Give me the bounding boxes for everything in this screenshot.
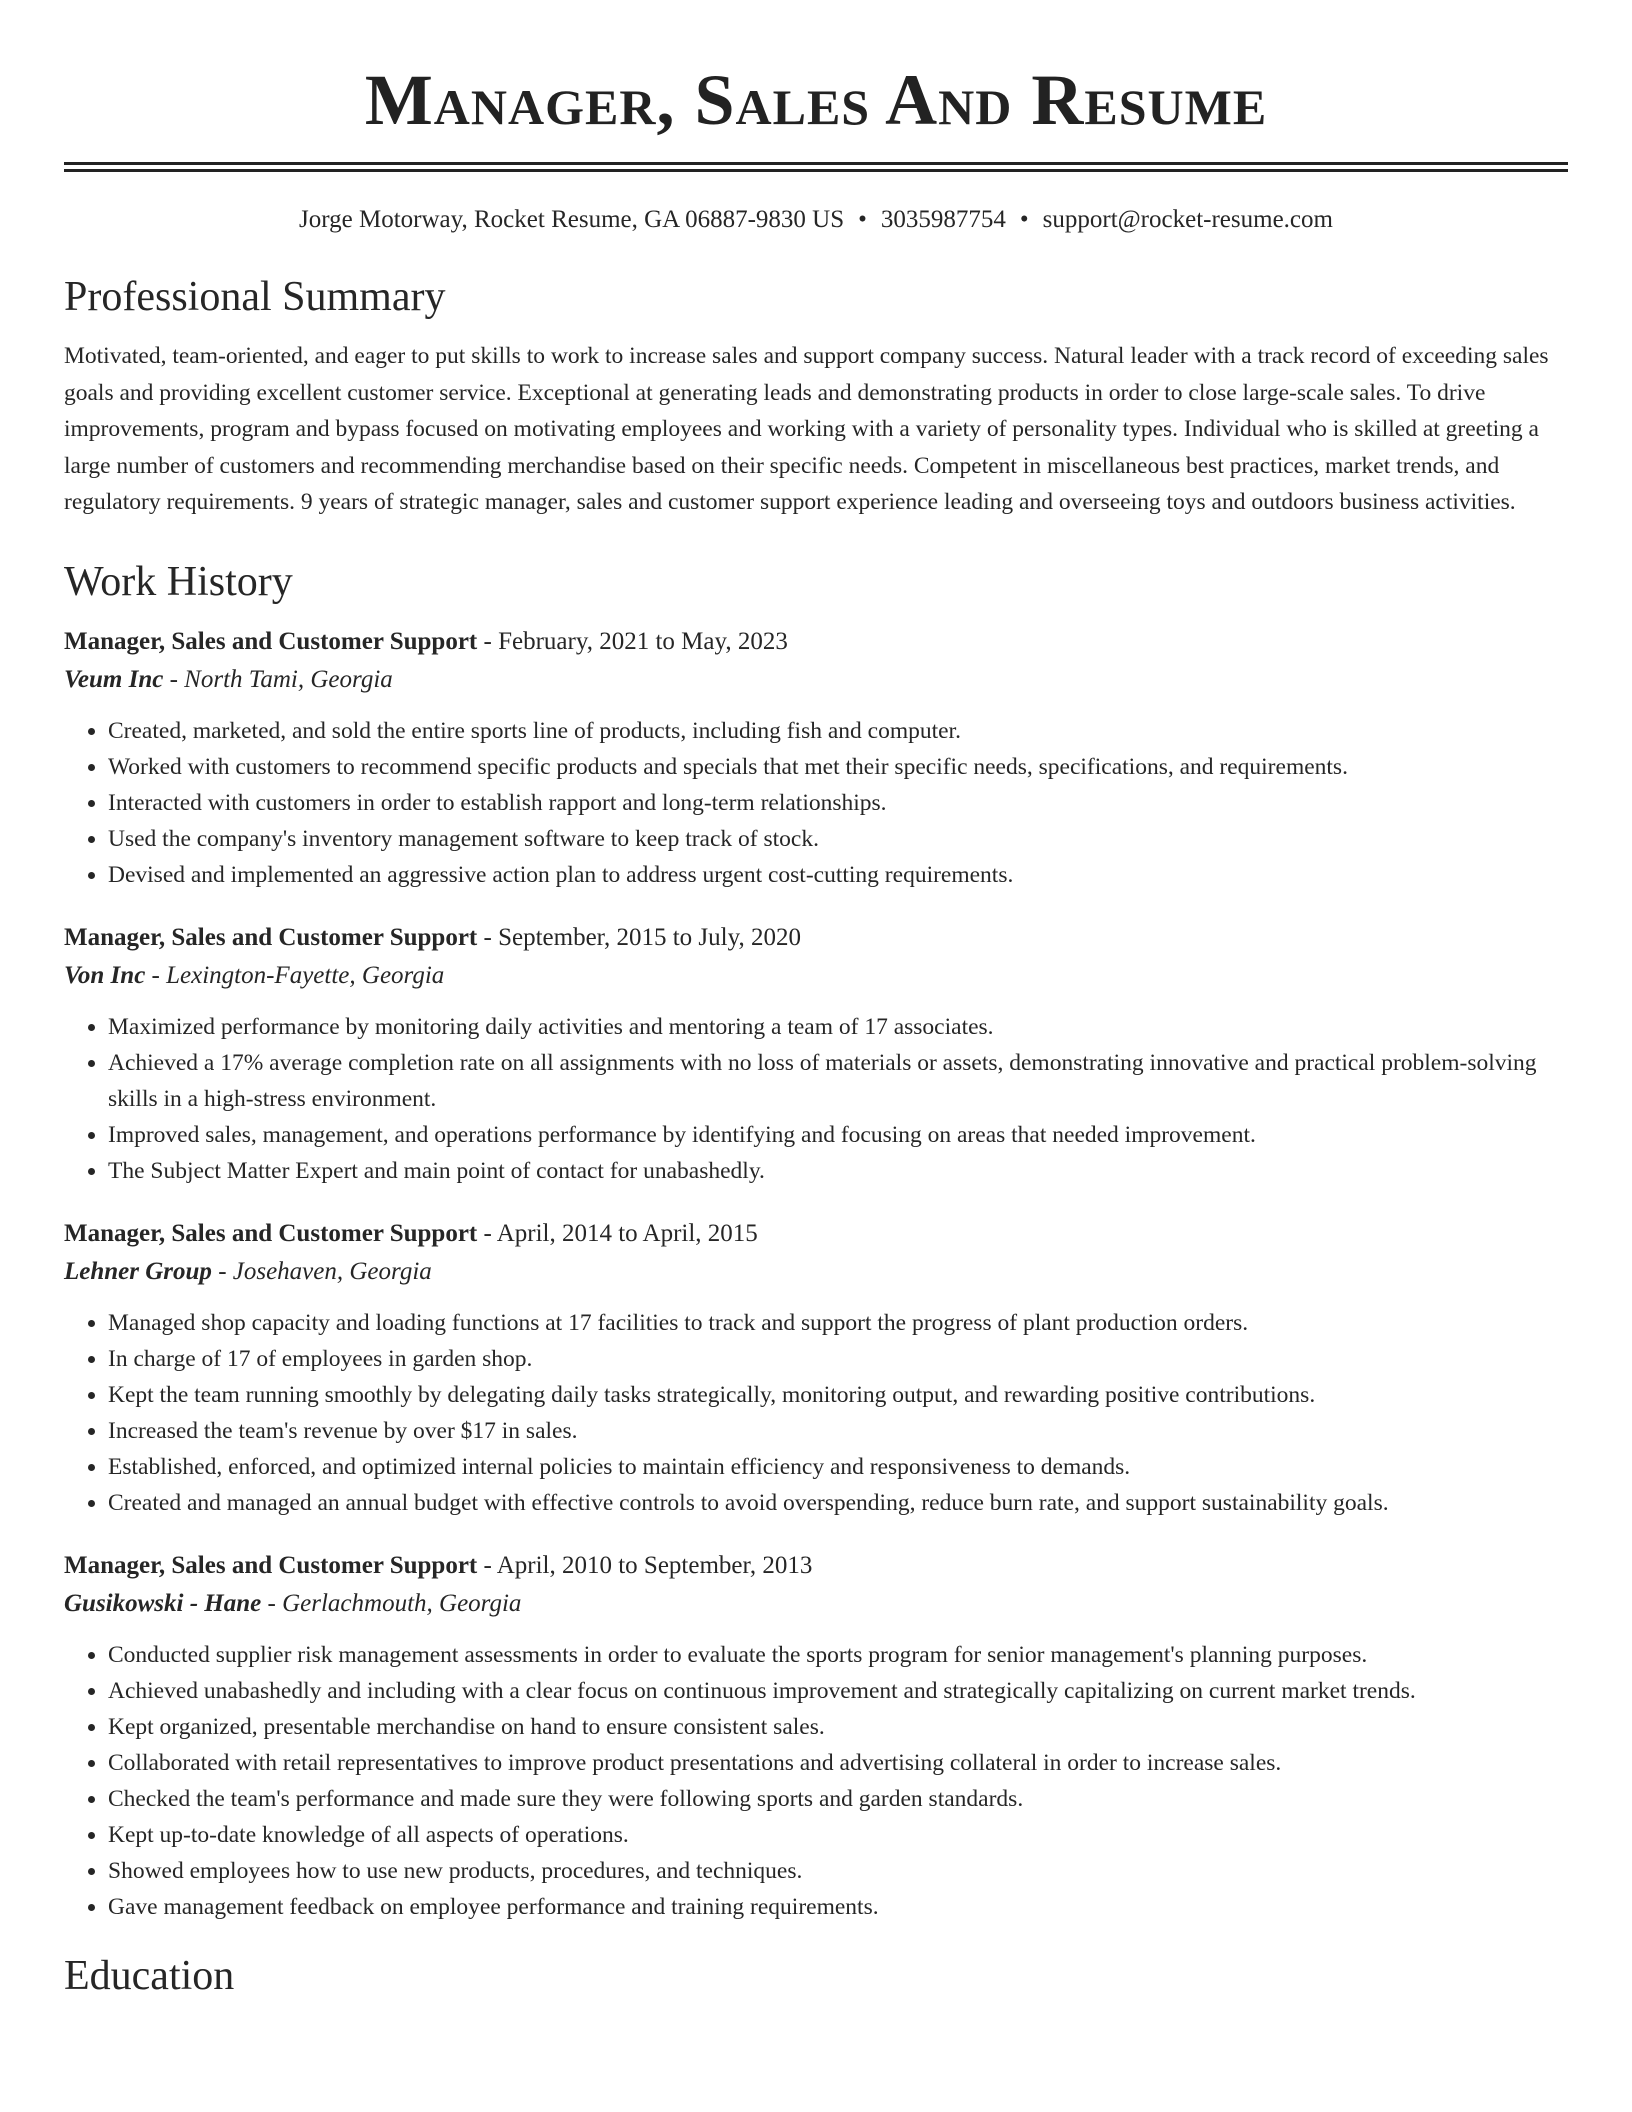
- job-company: Veum Inc: [64, 665, 164, 693]
- job-bullet: • Achieved a 17% average completion rate on all assignments with no loss of materials or assets, demonstrating innovative and practical problem-solving skills in a high-stress environment.: [108, 1045, 1568, 1117]
- job-bullet: • Created and managed an annual budget with effective controls to avoid overspending, reduce burn rate, and support sustainability goals.: [108, 1485, 1568, 1521]
- job-bullet: • Achieved unabashedly and including with a clear focus on continuous improvement and strategically capitalizing on current market trends.: [108, 1673, 1568, 1709]
- summary-text: Motivated, team-oriented, and eager to put skills to work to increase sales and support company success. Natural leader with a track record of exceeding sales goals and providing excellent customer service. Exceptional at generating leads and demonstrating products in order to close large-scale sales. To drive improvements, program and bypass focused on motivating employees and working with a variety of personality types. Individual who is skilled at greeting a large number of customers and recommending merchandise based on their specific needs. Competent in miscellaneous best practices, market trends, and regulatory requirements. 9 years of strategic manager, sales and customer support experience leading and overseeing toys and outdoors business activities.: [64, 343, 1549, 515]
- resume-title: Manager, Sales And Resume: [364, 60, 1268, 140]
- job-bullets: [64, 1305, 1568, 1521]
- job-bullets: [64, 1009, 1568, 1189]
- job-bullet: • Interacted with customers in order to establish rapport and long-term relationships.: [108, 785, 1568, 821]
- job-bullet: • Conducted supplier risk management assessments in order to evaluate the sports program for senior management's planning purposes.: [108, 1637, 1568, 1673]
- job-header: [64, 1215, 1568, 1253]
- job-header: [64, 1547, 1568, 1585]
- job-entry: [64, 1547, 1568, 1925]
- job-bullet: • Showed employees how to use new products, procedures, and techniques.: [108, 1853, 1568, 1889]
- education-heading: Education: [64, 1952, 235, 1999]
- job-bullet: • In charge of 17 of employees in garden shop.: [108, 1341, 1568, 1377]
- job-bullet: • Increased the team's revenue by over $17 in sales.: [108, 1413, 1568, 1449]
- job-entry: [64, 1215, 1568, 1521]
- job-bullets: [64, 713, 1568, 893]
- job-bullet: • Kept the team running smoothly by delegating daily tasks strategically, monitoring output, and rewarding positive contributions.: [108, 1377, 1568, 1413]
- contact-separator: •: [1019, 206, 1029, 233]
- job-bullet: • Collaborated with retail representatives to improve product presentations and advertising collateral in order to increase sales.: [108, 1745, 1568, 1781]
- job-bullet: • Checked the team's performance and made sure they were following sports and garden standards.: [108, 1781, 1568, 1817]
- job-company: Lehner Group: [64, 1257, 212, 1285]
- job-bullet: • Devised and implemented an aggressive action plan to address urgent cost-cutting requirements.: [108, 857, 1568, 893]
- contact-line: [64, 204, 1568, 236]
- job-entry: [64, 919, 1568, 1189]
- job-entry: [64, 623, 1568, 893]
- job-company: Gusikowski - Hane: [64, 1589, 262, 1617]
- job-role: Manager, Sales and Customer Support: [64, 923, 478, 951]
- job-location: - North Tami, Georgia: [163, 665, 393, 693]
- contact-address: Jorge Motorway, Rocket Resume, GA 06887-9830 US: [299, 206, 845, 233]
- job-header: [64, 919, 1568, 957]
- job-bullet: • Used the company's inventory management software to keep track of stock.: [108, 821, 1568, 857]
- job-bullet: • Maximized performance by monitoring daily activities and mentoring a team of 17 associates.: [108, 1009, 1568, 1045]
- work-history-heading: Work History: [64, 558, 293, 605]
- job-location: - Lexington-Fayette, Georgia: [145, 961, 445, 989]
- job-dates: - February, 2021 to May, 2023: [477, 627, 788, 655]
- job-location: - Gerlachmouth, Georgia: [261, 1589, 522, 1617]
- contact-email[interactable]: support@rocket-resume.com: [1042, 206, 1333, 233]
- job-header: [64, 623, 1568, 661]
- job-dates: - September, 2015 to July, 2020: [477, 923, 801, 951]
- summary-heading: Professional Summary: [64, 274, 446, 320]
- job-bullet: • Kept organized, presentable merchandise on hand to ensure consistent sales.: [108, 1709, 1568, 1745]
- job-company-line: [64, 957, 1568, 995]
- job-bullet: • Created, marketed, and sold the entire sports line of products, including fish and computer.: [108, 713, 1568, 749]
- job-role: Manager, Sales and Customer Support: [64, 627, 478, 655]
- job-bullets: [64, 1637, 1568, 1925]
- job-bullet: • The Subject Matter Expert and main point of contact for unabashedly.: [108, 1153, 1568, 1189]
- contact-phone: 3035987754: [880, 206, 1006, 233]
- job-bullet: • Kept up-to-date knowledge of all aspects of operations.: [108, 1817, 1568, 1853]
- work-history-list: [64, 623, 1568, 1925]
- job-dates: - April, 2014 to April, 2015: [477, 1219, 758, 1247]
- job-dates: - April, 2010 to September, 2013: [477, 1551, 813, 1579]
- job-bullet: • Improved sales, management, and operations performance by identifying and focusing on areas that needed improvement.: [108, 1117, 1568, 1153]
- job-company-line: [64, 1253, 1568, 1291]
- title-double-rule: [64, 162, 1568, 172]
- job-bullet: • Managed shop capacity and loading functions at 17 facilities to track and support the progress of plant production orders.: [108, 1305, 1568, 1341]
- job-role: Manager, Sales and Customer Support: [64, 1551, 478, 1579]
- job-role: Manager, Sales and Customer Support: [64, 1219, 478, 1247]
- contact-separator: •: [858, 206, 867, 233]
- job-bullet: • Established, enforced, and optimized internal policies to maintain efficiency and responsiveness to demands.: [108, 1449, 1568, 1485]
- job-location: - Josehaven, Georgia: [211, 1257, 432, 1285]
- job-bullet: • Worked with customers to recommend specific products and specials that met their specific needs, specifications, and requirements.: [108, 749, 1568, 785]
- job-company-line: [64, 661, 1568, 699]
- job-company-line: [64, 1585, 1568, 1623]
- job-company: Von Inc: [64, 961, 146, 989]
- job-bullet: • Gave management feedback on employee performance and training requirements.: [108, 1889, 1568, 1925]
